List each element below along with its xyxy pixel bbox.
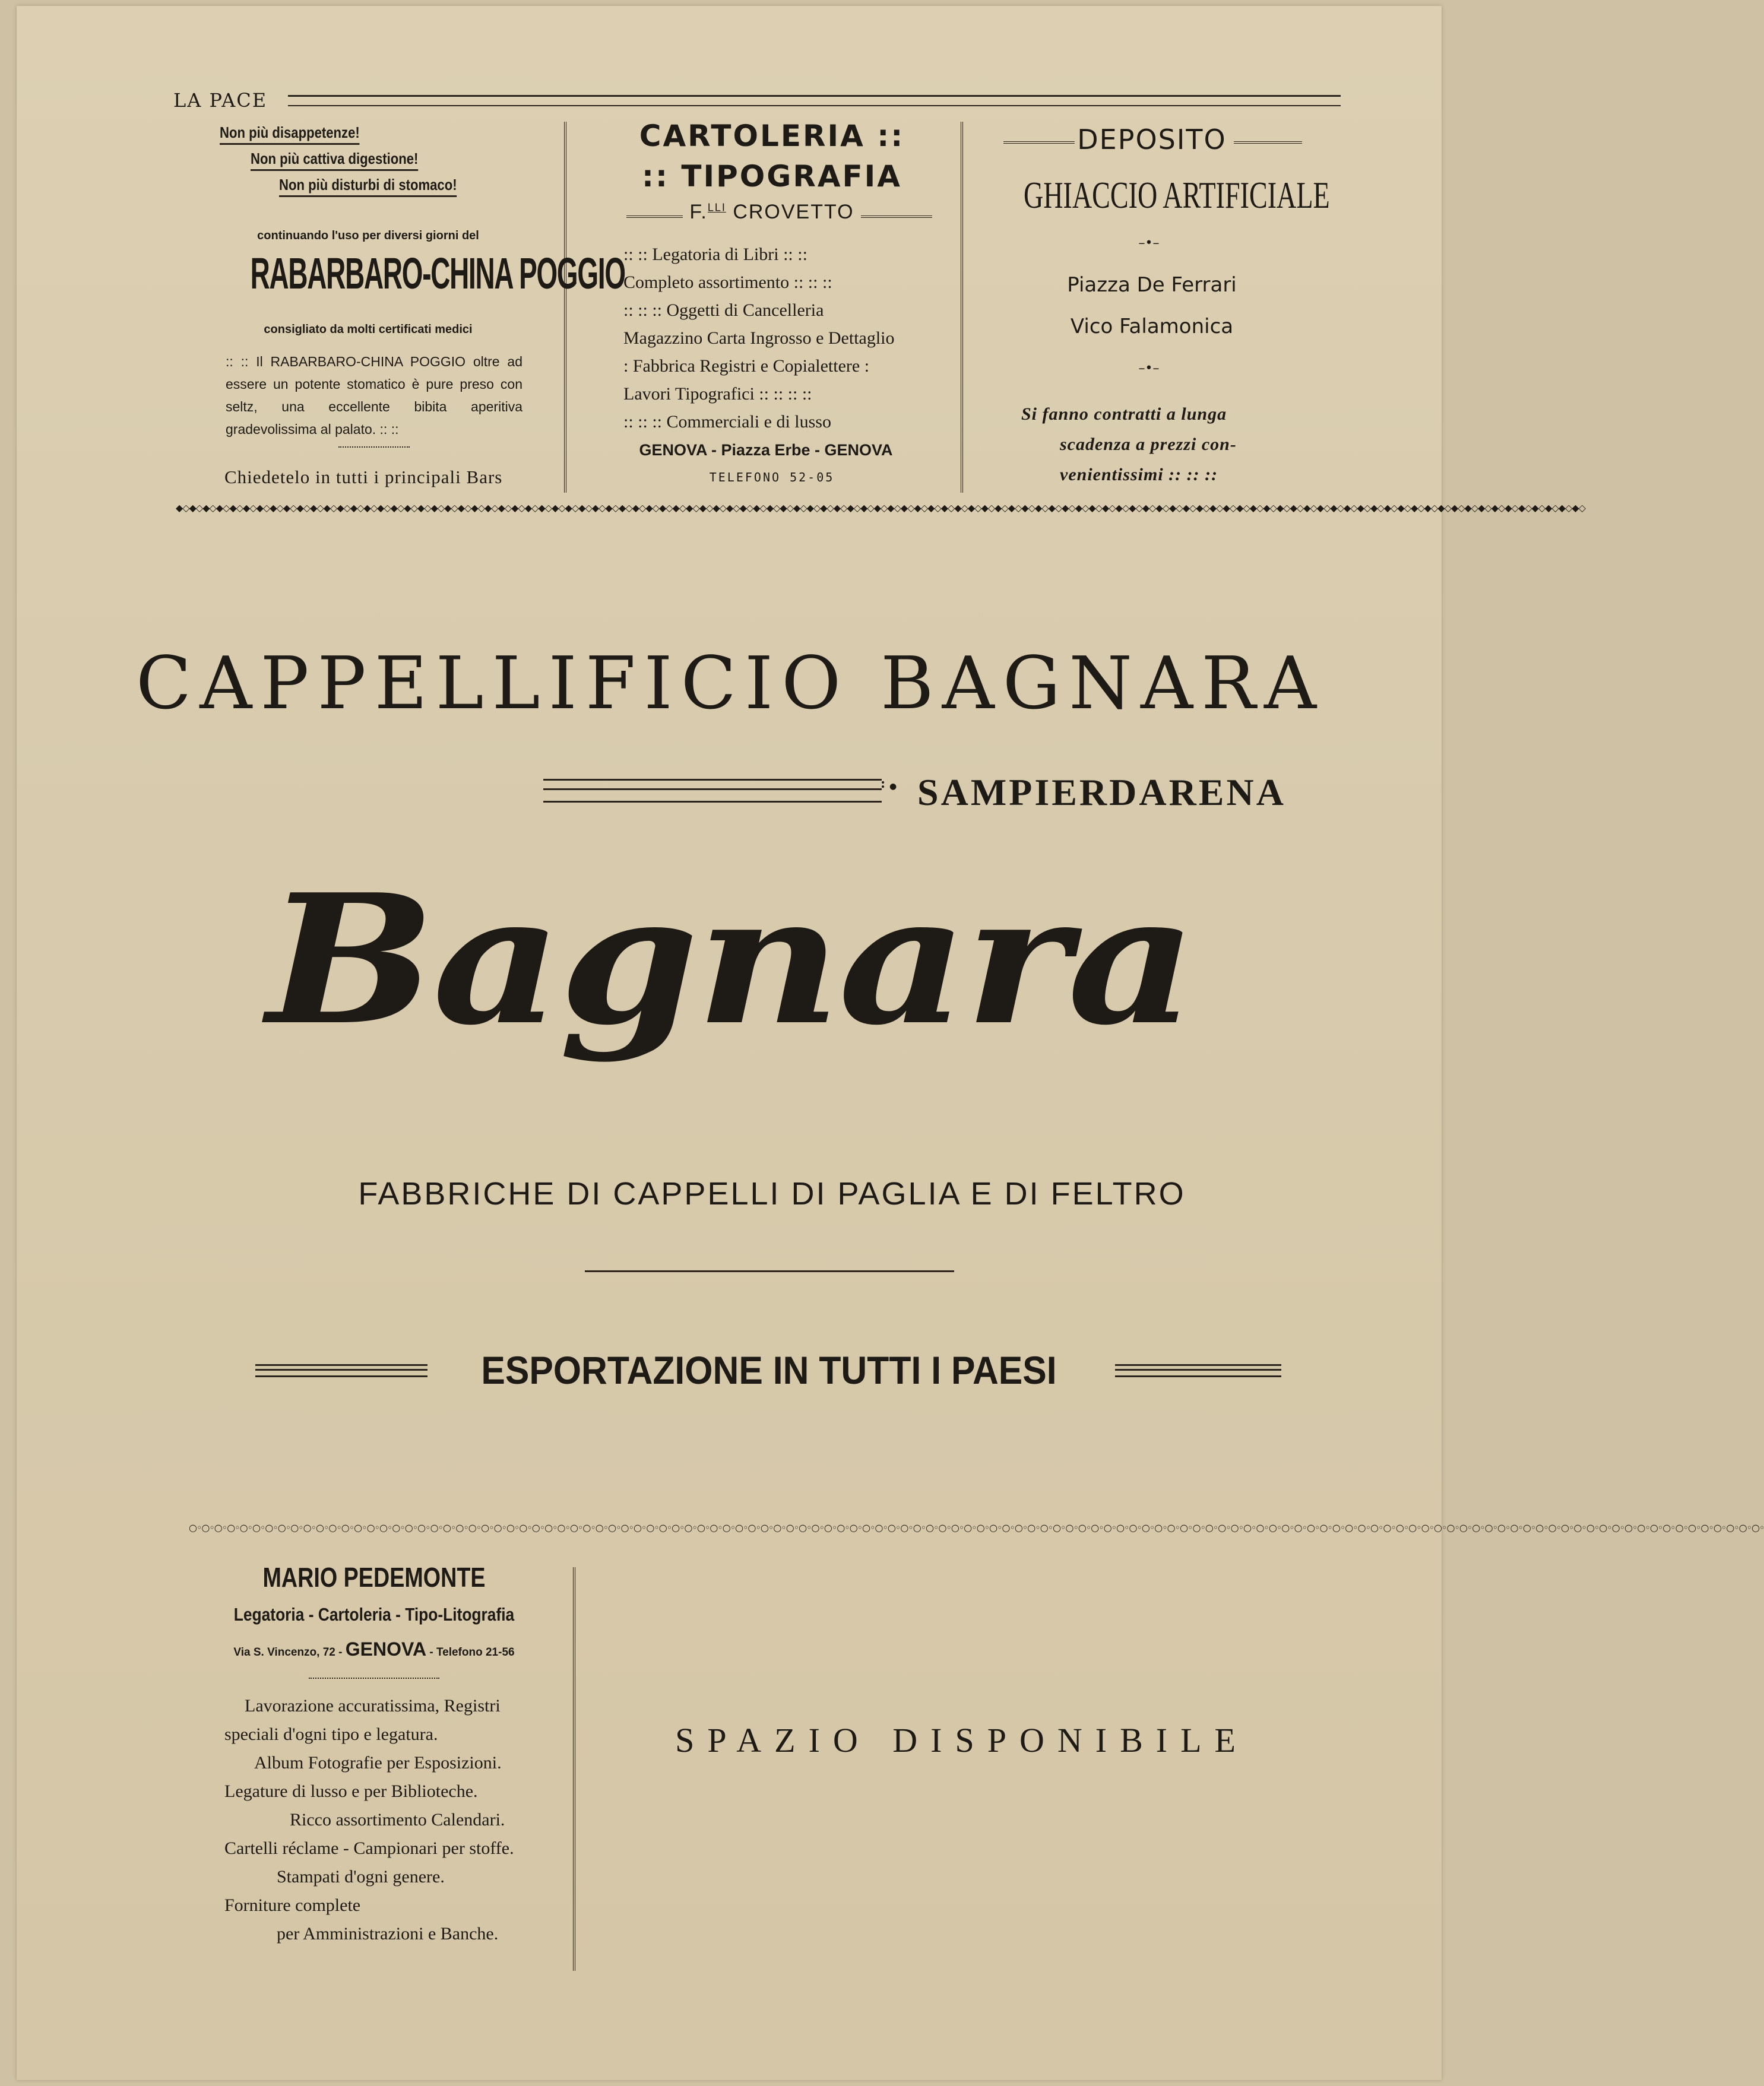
firm-name: F.$^{LLI}$ CROVETTO <box>689 201 854 223</box>
ornament-icon: –•– <box>1138 236 1160 251</box>
service-line: Cartelli réclame - Campionari per stoffe. <box>224 1838 514 1858</box>
address-2: Vico Falamonica <box>1070 315 1234 338</box>
pedemonte-services <box>224 1692 545 1948</box>
service-line: speciali d'ogni tipo e legatura. <box>224 1724 438 1744</box>
ghiaccio-title: GHIACCIO ARTIFICIALE <box>1024 174 1330 216</box>
service-line: Legature di lusso e per Biblioteche. <box>224 1781 478 1801</box>
dot-ornament: ● <box>889 782 897 791</box>
city-name: SAMPIERDARENA <box>917 771 1286 813</box>
service-line: Stampati d'ogni genere. <box>277 1867 445 1887</box>
wavy-divider <box>338 446 410 448</box>
note-line-2: scadenza a prezzi con- <box>1060 435 1237 454</box>
main-title: CAPPELLIFICIO BAGNARA <box>135 641 1325 725</box>
deposito-label: DEPOSITO <box>1077 123 1227 156</box>
column-divider <box>961 122 963 493</box>
note-line-3: venientissimi :: :: :: <box>1060 465 1218 484</box>
note-line-1: Si fanno contratti a lunga <box>1021 404 1227 424</box>
chain-divider: ◆◇◆◇◆◇◆◇◆◇◆◇◆◇◆◇◆◇◆◇◆◇◆◇◆◇◆◇◆◇◆◇◆◇◆◇◆◇◆◇◆◇◆◇◆◇◆◇◆◇◆◇◆◇◆◇◆◇◆◇◆◇◆◇◆◇◆◇◆◇◆◇◆◇◆◇◆◇◆◇◆◇◆◇◆◇◆◇◆◇◆◇◆◇◆◇◆◇◆◇◆◇◆◇◆◇◆◇◆◇◆◇◆◇◆◇◆◇◆◇◆◇◆◇◆◇◆◇◆◇◆◇◆◇◆◇◆◇◆◇◆◇◆◇◆◇◆◇◆◇◆◇◆◇◆◇◆◇◆◇◆◇◆◇◆◇◆◇◆◇◆◇◆◇◆◇◆◇◆◇◆◇◆◇◆◇◆◇◆◇◆◇◆◇◆◇◆◇◆◇◆◇◆◇◆◇◆◇◆◇ <box>176 502 1585 513</box>
main-subtitle: FABBRICHE DI CAPPELLI DI PAGLIA E DI FELTRO <box>358 1176 1186 1212</box>
double-rule-left <box>255 1364 427 1377</box>
running-title: LA PACE <box>173 89 268 112</box>
chain-divider: ○◦○◦○◦○◦○◦○◦○◦○◦○◦○◦○◦○◦○◦○◦○◦○◦○◦○◦○◦○◦○◦○◦○◦○◦○◦○◦○◦○◦○◦○◦○◦○◦○◦○◦○◦○◦○◦○◦○◦○◦○◦○◦○◦○◦○◦○◦○◦○◦○◦○◦○◦○◦○◦○◦○◦○◦○◦○◦○◦○◦○◦○◦○◦○◦○◦○◦○◦○◦○◦○◦○◦○◦○◦○◦○◦○◦○◦○◦○◦○◦○◦○◦○◦○◦○◦○◦○◦○◦○◦○◦○◦○◦○◦○◦○◦○◦○◦○◦○◦○◦○◦○◦○◦○◦○◦○◦○◦○◦○◦○◦○◦○◦○◦○◦○◦○◦○◦○◦○◦○◦○◦○◦○◦○◦ <box>189 1522 1764 1533</box>
cartoleria-services <box>623 240 908 436</box>
available-space: SPAZIO DISPONIBILE <box>675 1721 1249 1760</box>
ad-line-3: Non più disturbi di stomaco! <box>279 176 457 197</box>
pedemonte-address: Via S. Vincenzo, 72 - GENOVA - Telefono 21-56 <box>233 1638 515 1660</box>
ad-title-cartoleria: CARTOLERIA :: <box>639 119 905 153</box>
ad-title-tipografia: :: TIPOGRAFIA <box>642 159 902 194</box>
ad-body: :: :: Il RABARBARO-CHINA POGGIO oltre ad essere un potente stomatico è pure preso con seltz, una eccellente bibita aperitiva gradevolissima al palato. :: :: <box>226 354 522 437</box>
service-line: :: :: :: Commerciali e di lusso <box>623 412 831 432</box>
brand-name: Bagnara <box>266 855 1195 1064</box>
triple-rule <box>543 779 882 803</box>
cartoleria-address: GENOVA - Piazza Erbe - GENOVA <box>639 441 893 459</box>
export-slogan: ESPORTAZIONE IN TUTTI I PAESI <box>481 1348 1057 1392</box>
ad-line-2: Non più cattiva digestione! <box>251 150 418 171</box>
service-line: :: :: :: Oggetti di Cancelleria <box>623 300 824 320</box>
ad-footer: Chiedetelo in tutti i principali Bars <box>224 467 503 487</box>
colon-ornament: : <box>881 776 886 791</box>
column-divider <box>564 122 566 493</box>
ad-intro: continuando l'uso per diversi giorni del <box>257 229 479 242</box>
address-1: Piazza De Ferrari <box>1067 273 1237 297</box>
service-line: Ricco assortimento Calendari. <box>290 1810 505 1830</box>
service-line: Completo assortimento :: :: :: <box>623 272 832 292</box>
ad-recommendation: consigliato da molti certificati medici <box>264 323 473 336</box>
service-line: : Fabbrica Registri e Copialettere : <box>623 356 870 376</box>
ornament-icon: –•– <box>1138 361 1160 376</box>
double-rule-right <box>1115 1364 1281 1377</box>
cartoleria-phone: TELEFONO 52-05 <box>709 470 835 484</box>
service-line: Magazzino Carta Ingrosso e Dettaglio <box>623 328 895 348</box>
service-line: Forniture complete <box>224 1895 361 1915</box>
ad-rabarbaro <box>220 123 517 197</box>
service-line: Lavorazione accuratissima, Registri <box>245 1696 501 1716</box>
pedemonte-trades: Legatoria - Cartoleria - Tipo-Litografia <box>233 1604 515 1625</box>
ad-line-1: Non più disappetenze! <box>220 123 360 145</box>
short-rule <box>585 1270 954 1272</box>
service-line: Lavori Tipografici :: :: :: :: <box>623 384 812 404</box>
product-name: RABARBARO-CHINA POGGIO <box>250 249 625 298</box>
service-line: Album Fotografie per Esposizioni. <box>254 1753 502 1773</box>
wavy-divider <box>309 1678 439 1679</box>
column-divider <box>573 1567 575 1971</box>
service-line: per Amministrazioni e Banche. <box>277 1924 499 1944</box>
service-line: :: :: Legatoria di Libri :: :: <box>623 245 807 264</box>
pedemonte-name: MARIO PEDEMONTE <box>262 1562 486 1593</box>
header-rule <box>288 95 1341 106</box>
